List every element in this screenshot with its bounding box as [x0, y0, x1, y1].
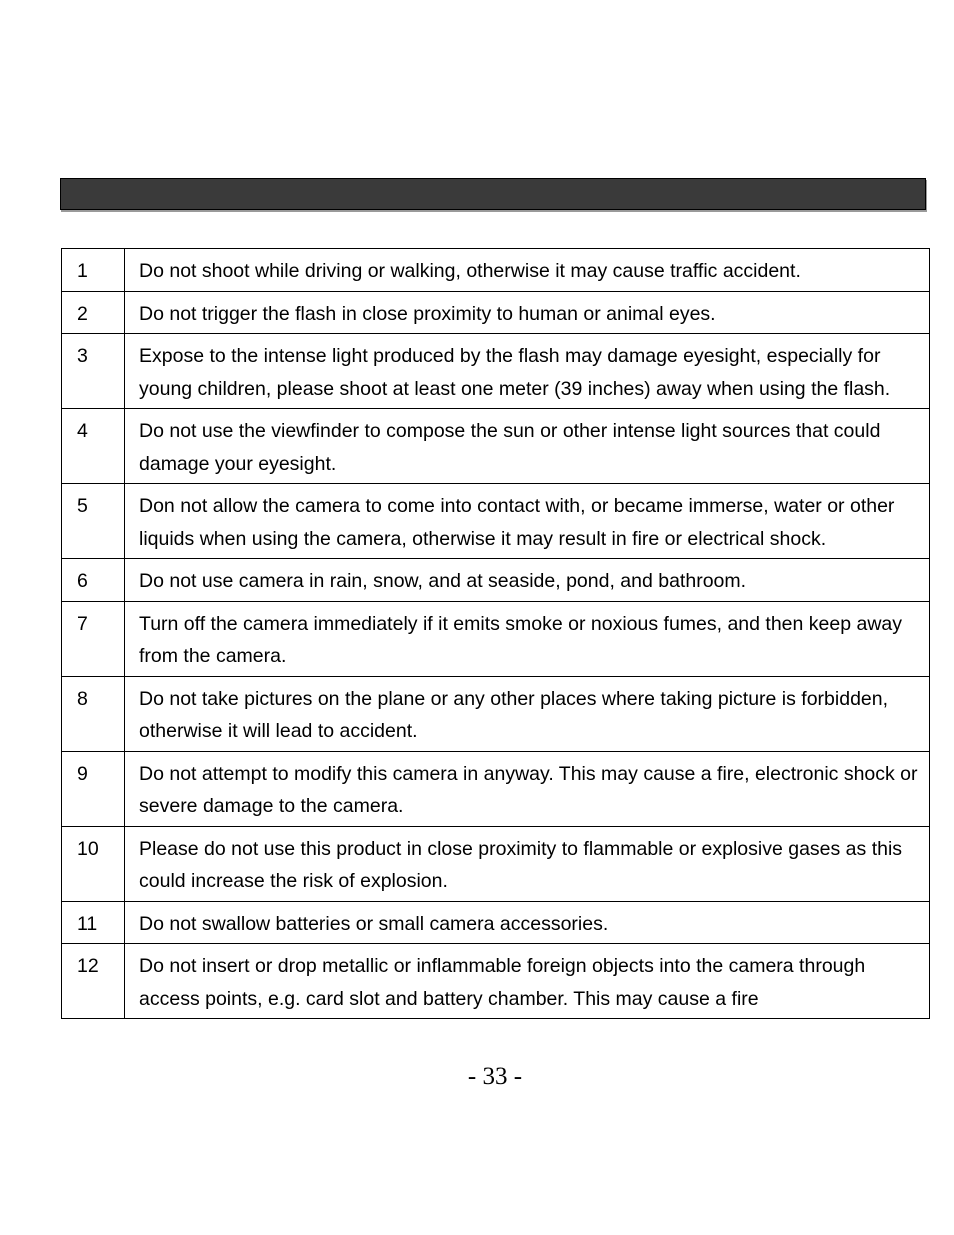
rule-text: Don not allow the camera to come into contact with, or became immerse, water or other liquids when using the camera, otherwise it may result in fire or electrical shock. — [125, 484, 930, 559]
rule-text: Do not shoot while driving or walking, otherwise it may cause traffic accident. — [125, 249, 930, 292]
rule-number: 9 — [62, 751, 125, 826]
table-row — [62, 559, 930, 602]
safety-rules-table — [61, 248, 930, 1019]
rule-number: 12 — [62, 944, 125, 1019]
rule-text: Do not take pictures on the plane or any other places where taking picture is forbidden, otherwise it will lead to accident. — [125, 676, 930, 751]
rule-number: 2 — [62, 291, 125, 334]
table-row — [62, 291, 930, 334]
table-row — [62, 409, 930, 484]
page-number: - 33 - — [467, 1063, 523, 1090]
rule-text: Do not trigger the flash in close proximity to human or animal eyes. — [125, 291, 930, 334]
rule-text: Do not use camera in rain, snow, and at seaside, pond, and bathroom. — [125, 559, 930, 602]
table-row — [62, 601, 930, 676]
rule-number: 11 — [62, 901, 125, 944]
table-row — [62, 901, 930, 944]
rule-text: Do not use the viewfinder to compose the sun or other intense light sources that could damage your eyesight. — [125, 409, 930, 484]
rule-text: Turn off the camera immediately if it emits smoke or noxious fumes, and then keep away from the camera. — [125, 601, 930, 676]
table-row — [62, 249, 930, 292]
rule-text: Do not insert or drop metallic or inflammable foreign objects into the camera through access points, e.g. card slot and battery chamber. This may cause a fire — [125, 944, 930, 1019]
table-row — [62, 944, 930, 1019]
table-row — [62, 484, 930, 559]
section-header-bar — [60, 178, 926, 210]
rule-number: 7 — [62, 601, 125, 676]
rule-text: Do not attempt to modify this camera in anyway. This may cause a fire, electronic shock or severe damage to the camera. — [125, 751, 930, 826]
table-row — [62, 751, 930, 826]
table-row — [62, 334, 930, 409]
rule-text: Do not swallow batteries or small camera accessories. — [125, 901, 930, 944]
rule-number: 8 — [62, 676, 125, 751]
rule-number: 1 — [62, 249, 125, 292]
rule-number: 3 — [62, 334, 125, 409]
table-row — [62, 676, 930, 751]
rule-number: 10 — [62, 826, 125, 901]
rule-number: 5 — [62, 484, 125, 559]
rule-number: 6 — [62, 559, 125, 602]
rule-text: Please do not use this product in close proximity to flammable or explosive gases as this could increase the risk of explosion. — [125, 826, 930, 901]
rule-text: Expose to the intense light produced by the flash may damage eyesight, especially for young children, please shoot at least one meter (39 inches) away when using the flash. — [125, 334, 930, 409]
rule-number: 4 — [62, 409, 125, 484]
table-row — [62, 826, 930, 901]
